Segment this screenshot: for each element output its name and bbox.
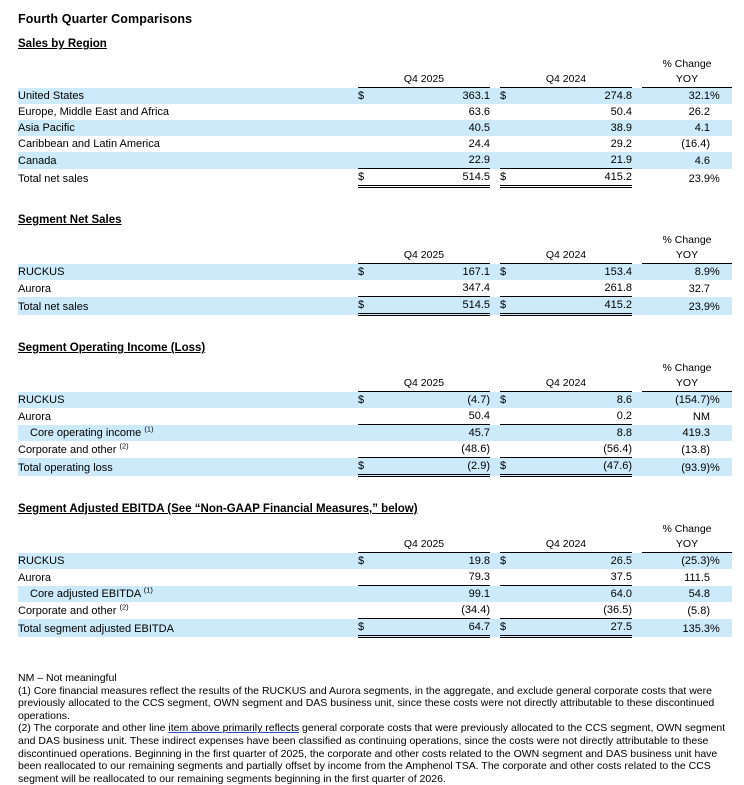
value-percent-change: 26.2: [688, 106, 710, 118]
header-spacer: [18, 71, 358, 88]
table-row: [18, 264, 732, 281]
currency-symbol-current: [358, 120, 376, 136]
currency-symbol-current: $: [358, 392, 376, 409]
percent-symbol: [710, 280, 732, 297]
section-spacer: [18, 642, 732, 658]
value-prior-period: (47.6): [518, 458, 632, 476]
column-gap: [490, 169, 500, 187]
footnote-2-annotation[interactable]: item above primarily reflects: [168, 722, 300, 735]
row-label-text: Canada: [18, 154, 57, 167]
percent-symbol: [710, 569, 732, 586]
header-spacer: [500, 232, 642, 247]
table-head: [18, 360, 732, 392]
column-gap: [632, 280, 642, 297]
row-label: [18, 441, 358, 458]
table-row: [18, 586, 732, 603]
header-row-bottom: [18, 71, 732, 88]
row-label-text: Caribbean and Latin America: [18, 138, 160, 150]
table-head: [18, 56, 732, 88]
column-header-change-line2: YOY: [642, 375, 732, 392]
column-header-current-period: Q4 2025: [358, 71, 490, 88]
value-percent-change: 32.7: [688, 282, 710, 295]
column-header-change-line2: YOY: [642, 247, 732, 264]
currency-symbol-prior: $: [500, 392, 518, 409]
value-percent-change: (25.3): [642, 553, 710, 570]
currency-symbol-prior: $: [500, 169, 518, 187]
row-label: [18, 104, 358, 120]
value-current-period: (4.7): [376, 392, 490, 409]
percent-symbol: [710, 104, 732, 120]
value-current-period: 50.4: [468, 410, 490, 422]
column-gap: [490, 88, 500, 105]
column-gap: [490, 297, 500, 315]
row-label: [18, 264, 358, 281]
percent-symbol: [710, 152, 732, 169]
page-title: Fourth Quarter Comparisons: [18, 12, 193, 26]
row-label-text: Asia Pacific: [18, 122, 75, 134]
header-spacer: [358, 360, 500, 375]
column-header-change-line1: % Change: [662, 362, 712, 374]
row-label-text: Aurora: [18, 282, 52, 295]
table-row: [18, 104, 732, 120]
footnote-marker: (1): [143, 585, 153, 595]
column-gap: [632, 169, 642, 187]
table-row: [18, 458, 732, 476]
value-prior-period: 29.2: [610, 138, 632, 150]
column-gap: [632, 441, 642, 458]
value-current-period: (34.4): [461, 604, 490, 616]
header-spacer: [18, 536, 358, 553]
table-segment-operating-income: [18, 360, 732, 477]
row-label: [18, 425, 358, 442]
table-row: [18, 425, 732, 442]
row-label-text: RUCKUS: [18, 394, 65, 406]
currency-symbol-current: $: [358, 458, 376, 476]
value-current-period: (2.9): [376, 458, 490, 476]
row-label-text: United States: [18, 90, 85, 102]
value-current-period: 514.5: [376, 297, 490, 315]
section-title-sales-by-region: Sales by Region: [18, 38, 107, 50]
currency-symbol-current: $: [358, 264, 376, 281]
header-spacer: [500, 56, 642, 71]
row-label-text: Total net sales: [18, 172, 89, 185]
column-gap: [632, 392, 642, 409]
footnote-2-part1: (2) The corporate and other line: [18, 722, 169, 735]
column-gap: [490, 152, 500, 169]
header-row-bottom: [18, 375, 732, 392]
header-spacer: [18, 360, 358, 375]
column-gap: [490, 392, 500, 409]
row-label: [18, 458, 358, 476]
column-gap: [632, 425, 642, 442]
column-header-change-line1: % Change: [662, 234, 712, 246]
percent-symbol: [710, 408, 732, 425]
table-row: [18, 392, 732, 409]
value-percent-change: (16.4): [681, 138, 710, 150]
column-header-change-line1: % Change: [662, 523, 712, 535]
currency-symbol-prior: [500, 569, 518, 586]
value-percent-change: 54.8: [642, 586, 710, 603]
percent-symbol: [710, 586, 732, 603]
currency-symbol-current: $: [358, 169, 376, 187]
row-label: [18, 553, 358, 570]
table-row: [18, 569, 732, 586]
value-prior-period: 415.2: [518, 169, 632, 187]
value-percent-change: 4.1: [642, 120, 710, 136]
header-row-bottom: [18, 536, 732, 553]
currency-symbol-prior: [500, 104, 518, 120]
currency-symbol-prior: [500, 280, 518, 297]
percent-symbol: %: [710, 553, 732, 570]
row-label: [18, 569, 358, 586]
row-label-text: Total segment adjusted EBITDA: [18, 622, 174, 635]
table-head: [18, 232, 732, 264]
currency-symbol-current: [358, 136, 376, 152]
row-label-text: Total net sales: [18, 300, 89, 313]
percent-symbol: %: [710, 264, 732, 281]
table-row: [18, 553, 732, 570]
row-label-text: Core adjusted EBITDA: [30, 588, 141, 600]
column-header-change-line1: % Change: [662, 58, 712, 70]
header-row-top: [18, 56, 732, 71]
table-row: [18, 169, 732, 187]
column-gap: [490, 425, 500, 442]
header-spacer: [18, 56, 358, 71]
value-prior-period: 21.9: [518, 152, 632, 169]
section-spacer: [18, 320, 732, 342]
value-percent-change: (5.8): [687, 604, 710, 617]
row-label: [18, 152, 358, 169]
column-gap: [490, 408, 500, 425]
row-label-text: Aurora: [18, 410, 52, 423]
column-gap: [490, 264, 500, 281]
row-label-text: Total operating loss: [18, 461, 113, 474]
table-segment-net-sales: [18, 232, 732, 316]
value-prior-period: 0.2: [616, 410, 632, 422]
column-gap: [490, 120, 500, 136]
column-header-current-period: Q4 2025: [358, 536, 490, 553]
column-header-prior-period: Q4 2024: [500, 71, 632, 88]
column-gap: [632, 602, 642, 619]
header-row-top: [18, 232, 732, 247]
header-spacer: [632, 247, 642, 264]
column-gap: [490, 441, 500, 458]
percent-symbol: [710, 120, 732, 136]
column-gap: [490, 458, 500, 476]
section-spacer: [18, 481, 732, 503]
footnote-1: (1) Core financial measures reflect the results of the RUCKUS and Aurora segments, in the aggregate, and exclude general corporate costs that were previously allocated to the CCS segment, OWN segment and DAS business unit, since these costs were not directly attributable to these discontinued operations.: [18, 684, 715, 722]
currency-symbol-prior: $: [500, 88, 518, 105]
table-sales-by-region: [18, 56, 732, 188]
row-label-text: Corporate and other: [18, 443, 117, 456]
table-row: [18, 297, 732, 315]
column-gap: [490, 586, 500, 603]
value-percent-change: 32.1: [642, 88, 710, 105]
section-spacer: [18, 192, 732, 214]
footnote-2: [18, 722, 732, 785]
value-current-period: 347.4: [462, 282, 490, 294]
column-header-prior-period: Q4 2024: [500, 375, 632, 392]
table-body: [18, 264, 732, 315]
column-header-prior-period: Q4 2024: [500, 247, 632, 264]
value-current-period: (48.6): [461, 443, 490, 455]
column-gap: [632, 553, 642, 570]
footnote-nm: NM – Not meaningful: [18, 672, 117, 684]
currency-symbol-current: [358, 441, 376, 458]
value-prior-period: 37.5: [610, 571, 632, 583]
value-percent-change: (93.9): [642, 458, 710, 476]
section-title-segment-net-sales: Segment Net Sales: [18, 214, 122, 226]
column-gap: [632, 569, 642, 586]
row-label: [18, 136, 358, 152]
row-label: [18, 120, 358, 136]
header-spacer: [18, 247, 358, 264]
table-row: [18, 441, 732, 458]
column-gap: [632, 264, 642, 281]
column-header-current-period: Q4 2025: [358, 247, 490, 264]
column-gap: [490, 280, 500, 297]
section-title-segment-adjusted-ebitda: Segment Adjusted EBITDA (See “Non-GAAP Financial Measures,” below): [18, 503, 418, 515]
value-current-period: 40.5: [376, 120, 490, 136]
value-prior-period: 26.5: [518, 553, 632, 570]
percent-symbol: %: [710, 88, 732, 105]
section-segment-operating-income: [18, 342, 732, 477]
percent-symbol: %: [710, 392, 732, 409]
currency-symbol-prior: $: [500, 553, 518, 570]
row-label: [18, 392, 358, 409]
value-current-period: 24.4: [468, 138, 490, 150]
header-row-top: [18, 521, 732, 536]
column-gap: [632, 297, 642, 315]
header-spacer: [490, 536, 500, 553]
header-spacer: [18, 232, 358, 247]
table-row: [18, 280, 732, 297]
value-prior-period: 64.0: [518, 586, 632, 603]
percent-symbol: %: [710, 172, 720, 185]
header-spacer: [490, 71, 500, 88]
header-spacer: [18, 521, 358, 536]
currency-symbol-prior: [500, 136, 518, 152]
value-current-period: 63.6: [468, 106, 490, 118]
currency-symbol-prior: $: [500, 264, 518, 281]
footnotes: [18, 672, 732, 785]
column-gap: [632, 152, 642, 169]
currency-symbol-prior: [500, 602, 518, 619]
value-prior-period: (36.5): [603, 604, 632, 616]
header-spacer: [632, 536, 642, 553]
currency-symbol-current: $: [358, 553, 376, 570]
column-header-change-line2: YOY: [642, 536, 732, 553]
section-sales-by-region: [18, 38, 732, 188]
header-spacer: [500, 360, 642, 375]
currency-symbol-current: [358, 425, 376, 442]
row-label: [18, 619, 358, 637]
currency-symbol-current: [358, 602, 376, 619]
row-label-text: RUCKUS: [18, 555, 65, 567]
table-body: [18, 392, 732, 476]
header-spacer: [490, 247, 500, 264]
currency-symbol-current: [358, 408, 376, 425]
percent-symbol: [710, 136, 732, 152]
table-row: [18, 136, 732, 152]
currency-symbol-current: [358, 569, 376, 586]
value-prior-period: 274.8: [518, 88, 632, 105]
row-label: [18, 169, 358, 187]
header-spacer: [18, 375, 358, 392]
value-percent-change: 23.9: [688, 172, 710, 185]
row-label: [18, 602, 358, 619]
value-current-period: 99.1: [376, 586, 490, 603]
value-prior-period: 50.4: [610, 106, 632, 118]
value-prior-period: 27.5: [518, 619, 632, 637]
header-spacer: [358, 232, 500, 247]
column-gap: [490, 602, 500, 619]
value-current-period: 22.9: [376, 152, 490, 169]
column-gap: [490, 104, 500, 120]
table-head: [18, 521, 732, 553]
footnote-marker: (1): [144, 424, 154, 434]
value-current-period: 79.3: [468, 571, 490, 583]
column-header-current-period: Q4 2025: [358, 375, 490, 392]
value-percent-change: NM: [692, 410, 710, 423]
value-current-period: 64.7: [376, 619, 490, 637]
value-current-period: 167.1: [376, 264, 490, 281]
table-body: [18, 88, 732, 187]
value-percent-change: 23.9: [642, 297, 710, 315]
value-prior-period: 38.9: [518, 120, 632, 136]
currency-symbol-current: [358, 152, 376, 169]
table-segment-adjusted-ebitda: [18, 521, 732, 638]
percent-symbol: [710, 425, 732, 442]
table-body: [18, 553, 732, 637]
currency-symbol-prior: [500, 586, 518, 603]
value-current-period: 514.5: [376, 169, 490, 187]
currency-symbol-prior: [500, 441, 518, 458]
header-spacer: [358, 521, 500, 536]
section-segment-adjusted-ebitda: [18, 503, 732, 638]
currency-symbol-prior: $: [500, 458, 518, 476]
row-label: [18, 280, 358, 297]
column-header-change-line2: YOY: [642, 71, 732, 88]
column-gap: [490, 619, 500, 637]
row-label-text: Core operating income: [30, 427, 142, 439]
value-prior-period: (56.4): [603, 443, 632, 455]
currency-symbol-prior: $: [500, 297, 518, 315]
row-label: [18, 88, 358, 105]
value-prior-period: 8.6: [518, 392, 632, 409]
header-spacer: [490, 375, 500, 392]
currency-symbol-current: $: [358, 297, 376, 315]
column-gap: [490, 569, 500, 586]
header-spacer: [500, 521, 642, 536]
column-header-prior-period: Q4 2024: [500, 536, 632, 553]
currency-symbol-prior: [500, 152, 518, 169]
header-row-bottom: [18, 247, 732, 264]
currency-symbol-prior: [500, 425, 518, 442]
column-gap: [632, 619, 642, 637]
row-label: [18, 297, 358, 315]
column-gap: [490, 553, 500, 570]
value-prior-period: 153.4: [518, 264, 632, 281]
value-current-period: 19.8: [376, 553, 490, 570]
footnote-2-part2: general corporate costs that were previously allocated to the CCS segment, OWN segment and DAS business unit. These indirect expenses have been classified as continuing operations, since the costs were not directly attributable to these discontinued operations. Beginning in the first quarter of 2025, the corporate and other costs related to the OWN segment and DAS business unit have been reallocated to our remaining segments and partially offset by income from the Amphenol TSA. The corporate and other costs related to the CCS segment will be reallocated to our remaining segments beginning in the first quarter of 2026.: [18, 722, 726, 785]
table-row: [18, 152, 732, 169]
value-prior-period: 261.8: [604, 282, 632, 294]
table-row: [18, 619, 732, 637]
footnote-marker: (2): [119, 601, 129, 611]
table-row: [18, 602, 732, 619]
column-gap: [632, 120, 642, 136]
currency-symbol-prior: [500, 120, 518, 136]
currency-symbol-current: [358, 104, 376, 120]
value-current-period: 45.7: [376, 425, 490, 442]
value-percent-change: (13.8): [681, 443, 710, 456]
value-percent-change: (154.7): [642, 392, 710, 409]
currency-symbol-current: $: [358, 88, 376, 105]
percent-symbol: %: [710, 619, 732, 637]
row-label-text: Europe, Middle East and Africa: [18, 106, 170, 118]
currency-symbol-prior: [500, 408, 518, 425]
column-gap: [632, 104, 642, 120]
row-label-text: RUCKUS: [18, 266, 65, 278]
currency-symbol-current: [358, 280, 376, 297]
column-gap: [632, 408, 642, 425]
percent-symbol: [710, 441, 732, 458]
table-row: [18, 408, 732, 425]
value-prior-period: 8.8: [518, 425, 632, 442]
value-percent-change: 419.3: [642, 425, 710, 442]
footnote-marker: (2): [119, 440, 129, 450]
sections-container: [18, 38, 732, 658]
section-segment-net-sales: [18, 214, 732, 316]
percent-symbol: %: [710, 297, 732, 315]
value-percent-change: 8.9: [642, 264, 710, 281]
percent-symbol: [710, 602, 732, 619]
currency-symbol-current: [358, 586, 376, 603]
value-prior-period: 415.2: [518, 297, 632, 315]
row-label-text: Corporate and other: [18, 604, 117, 617]
currency-symbol-current: $: [358, 619, 376, 637]
percent-symbol: %: [710, 458, 732, 476]
section-title-segment-operating-income: Segment Operating Income (Loss): [18, 342, 206, 354]
value-percent-change: 135.3: [642, 619, 710, 637]
header-spacer: [632, 375, 642, 392]
value-current-period: 363.1: [376, 88, 490, 105]
value-percent-change: 4.6: [642, 152, 710, 169]
header-spacer: [358, 56, 500, 71]
table-row: [18, 120, 732, 136]
row-label: [18, 408, 358, 425]
column-gap: [632, 88, 642, 105]
column-gap: [632, 136, 642, 152]
currency-symbol-prior: $: [500, 619, 518, 637]
row-label: [18, 586, 358, 603]
column-gap: [632, 458, 642, 476]
value-percent-change: 111.5: [684, 571, 710, 584]
column-gap: [632, 586, 642, 603]
table-row: [18, 88, 732, 105]
row-label-text: Aurora: [18, 571, 52, 584]
column-gap: [490, 136, 500, 152]
header-spacer: [632, 71, 642, 88]
header-row-top: [18, 360, 732, 375]
